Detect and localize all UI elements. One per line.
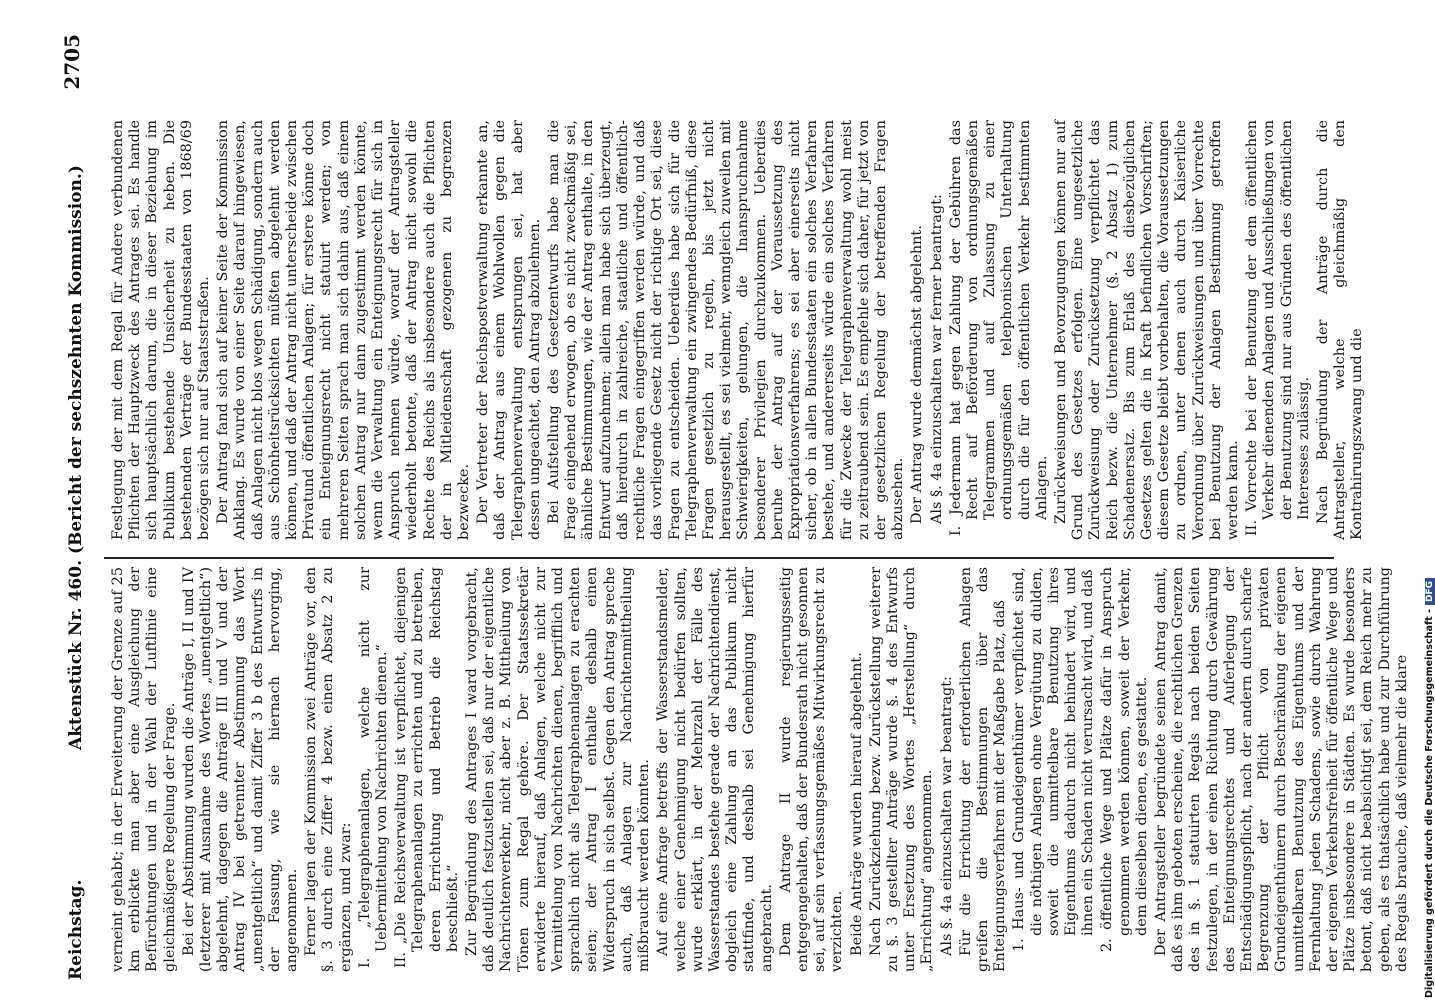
paragraph: 1. Haus- und Grundeigenthümer verpflichtet sind, die nöthigen Anlagen ohne Vergütung zu dulden, soweit die unmittelbare Benutzung ihres Eigenthums dadurch nicht behindert wird, und ihnen ein Schaden nicht verursacht wird, und daß (1011, 567, 1097, 952)
paragraph: Für die Errichtung der erforderlichen Anlagen greifen die Bestimmungen über das Enteignungsverfahren mit der Maßgabe Platz, daß (957, 567, 1009, 972)
page-number: 2705 (60, 34, 84, 90)
header-title: Aktenstück Nr. 460. (Bericht der sechszehnten Kommission.) (66, 165, 86, 750)
paragraph: Als §. 4a einzuschalten war ferner beantragt: (928, 194, 945, 524)
paragraph: Zurückweisungen und Bevorzugungen können nur auf Grund des Gesetzes erfolgen. Eine ungesetzliche Zurückweisung oder Zurücksetzung verpflichtet das Reich bezw. die Unternehmer (§. 2 Absatz 1) zum Schadenersatz. Bis zum Erlaß des diesbezüglichen Gesetzes gelten die in Kraft befindlichen Vorschriften; diesem Gesetze bleibt vorbehalten, die Voraussetzungen zu ordnen, unter denen auch durch Kaiserliche Verordnung über Zurückweisungen und über Vorrechte bei Benutzung der Anlagen Bestimmung getroffen werden kann. (1052, 120, 1241, 540)
paragraph: II. „Die Reichsverwaltung ist verpflichtet, diejenigen Telegraphenanlagen zu errichten und zu betreiben, deren Errichtung und Betrieb die Reichstag beschließt.“ (393, 567, 461, 968)
digitization-credit (1424, 578, 1435, 998)
paragraph: Nach Zurückziehung bezw. Zurückstellung weiterer zu §. 3 gestellter Anträge wurde §. 4 des Entwurfs unter Ersetzung des Wortes „Herstellung“ durch „Errichtung“ angenommen. (867, 567, 936, 972)
paragraph: Bei der Abstimmung wurden die Anträge I, II und IV (letzterer mit Ausnahme des Wortes „unentgeltlich“) abgelehnt, dagegen die Anträge III und V und der Antrag IV bei getrennter Abstimmung das Wort „unentgeltlich“ und damit Ziffer 3 b des Entwurfs in der Fassung, wie sie hiernach hervorging, angenommen. (180, 567, 301, 972)
paragraph: Festlegung der mit dem Regal für Andere verbundenen Pflichten der Hauptzweck des Antrages sei. Es handle sich hauptsächlich darum, die in dieser Beziehung im Publikum bestehende Unsicherheit zu heben. Die bestehenden Verträge der Bundesstaaten von 1868/69 bezögen sich nur auf Staatsstraßen. (110, 120, 213, 540)
paragraph: Als §. 4a einzuschalten war beantragt: (938, 676, 955, 956)
header-left: Reichstag. (66, 879, 86, 980)
left-column (110, 567, 1410, 972)
paragraph: Dem Antrage II wurde regierungsseitig entgegengehalten, daß der Bundesrath nicht gesonnen sei, auf sein verfassungsgemäßes Mitwirkungsrecht zu verzichten. (777, 567, 846, 972)
right-column (110, 120, 1366, 540)
paragraph: Der Antrag fand sich auf keiner Seite der Kommission Anklang. Es wurde von einer Seite darauf hingewiesen, daß Anlagen nicht blos wegen Schädigung, sondern auch aus Schönheitsrücksichten müßten abgelehnt werden können, und daß der Antrag nicht unterscheide zwischen Privatund öffentlichen Anlagen; für erstere könne doch ein Enteignungsrecht nicht statuirt werden; von mehreren Seiten sprach man sich dahin aus, daß einem solchen Antrag nur dann zugestimmt werden könnte, wenn die Verwaltung ein Enteignungsrecht für sich in Anspruch nehmen würde, worauf der Antragsteller wiederholt betonte, daß der Antrag nicht sowohl die Rechte des Reichs als insbesondere auch die Pflichten der in Mitleidenschaft gezogenen zu begrenzen bezwecke. (215, 120, 473, 540)
paragraph: Der Antragsteller begründete seinen Antrag damit, daß es ihm geboten erscheine, die rechtlichen Grenzen des in §. 1 statuirten Regals nach beiden Seiten festzulegen, in der einen Richtung durch Gewährung des Enteignungsrechtes und Auferlegung der Entschädigungspflicht, nach der andern durch scharfe Begrenzung der Pflicht von privaten Grundeigenthümern durch Beschränkung der eigenen unmittelbaren Benutzung des Eigenthums und der Fernhaltung jeden Schadens, sowie durch Wahrung der eigenen Verkehrsfreiheit für öffentliche Wege und Plätze insbesondere in Städten. Es wurde besonders betont, daß nicht beabsichtigt sei, dem Reich mehr zu geben, als es thatsächlich habe und zur Durchführung des Regals brauche, daß vielmehr die klare (1152, 567, 1410, 972)
paragraph: II. Vorrechte bei der Benutzung der dem öffentlichen Verkehr dienenden Anlagen und Ausschließungen von der Benutzung sind nur aus Gründen des öffentlichen Interesses zulässig. (1244, 120, 1312, 536)
paragraph: Der Antrag wurde demnächst abgelehnt. (909, 225, 926, 524)
paragraph: I. Jedermann hat gegen Zahlung der Gebühren das Recht auf Beförderung von ordnungsgemäßen Telegrammen und auf Zulassung zu einer ordnungsgemäßen telephonischen Unterhaltung durch die für den öffentlichen Verkehr bestimmten Anlagen. (947, 120, 1050, 536)
dfg-logo: DFG (1425, 578, 1435, 605)
rotated-page (60, 30, 1410, 980)
paragraph: Nach Begründung der Anträge durch die Antragsteller, welche gleichmäßig den Kontrahirungszwang und die (1315, 120, 1366, 540)
page-header (60, 30, 96, 980)
paragraph: Beide Anträge wurden hierauf abgelehnt. (848, 652, 865, 956)
paragraph: Zur Begründung des Antrages I ward vorgebracht, daß deutlich festzustellen sei, daß nur der eigentliche Nachrichtenverkehr, nicht aber z. B. Mittheilung von Tönen zum Regal gehöre. Der Staatssekretär erwiderte hierauf, daß Anlagen, welche nicht zur Vermittelung von Nachrichten dienen, begrifflich und sprachlich nicht als Telegraphenanlagen zu erachten seien; der Antrag I enthalte deshalb einen Widerspruch in sich selbst. Gegen den Antrag spreche auch, daß Anlagen zur Nachrichtenmittheilung mißbraucht werden könnten. (464, 567, 653, 972)
paragraph: I. „Telegraphenanlagen, welche nicht zur Uebermittelung von Nachrichten dienen.“ (356, 567, 391, 968)
paragraph: Der Vertreter der Reichspostverwaltung erkannte an, daß der Antrag aus einem Wohlwollen gegen die Telegraphenverwaltung entsprungen sei, hat aber dessen ungeachtet, den Antrag abzulehnen. (475, 120, 543, 540)
credit-text: Digitalisierung gefördert durch die Deutsche Forschungsgemeinschaft - (1424, 608, 1435, 998)
paragraph: 2. öffentliche Wege und Plätze dafür in Anspruch genommen werden können, soweit der Verkehr, dem dieselben dienen, es gestattet. (1099, 567, 1150, 952)
paragraph: Bei Aufstellung des Gesetzentwurfs habe man die Frage eingehend erwogen, ob es nicht zweckmäßig sei, ähnliche Bestimmungen, wie der Antrag enthalte, in den Entwurf aufzunehmen; allein man habe sich überzeugt, daß hierdurch in zahlreiche, staatliche und öffentlich-rechtliche Fragen eingegriffen werden würde, und daß das vorliegende Gesetz nicht der richtige Ort sei, diese Fragen zu entscheiden. Ueberdies habe sich für die Telegraphenverwaltung ein zwingendes Bedürfniß, diese Fragen gesetzlich zu regeln, bis jetzt nicht herausgestellt, es sei vielmehr, wenngleich zuweilen mit Schwierigkeiten, gelungen, die Inanspruchnahme besonderer Privilegien durchzukommen. Ueberdies beruhe der Antrag auf der Voraussetzung des Expropriationsverfahrens; es sei aber einerseits nicht sicher, ob in allen Bundesstaaten ein solches Verfahren bestehe, und andererseits würde ein solches Verfahren für die Zwecke der Telegraphenverwaltung wohl meist zu zeitraubend sein. Es empfehle sich daher, für jetzt von der gesetzlichen Regelung der betreffenden Fragen abzusehen. (546, 120, 907, 540)
column-divider (104, 557, 1334, 559)
paragraph: Ferner lagen der Kommission zwei Anträge vor, den §. 3 durch eine Ziffer 4 bezw. einen Absatz 2 zu ergänzen, und zwar: (303, 567, 354, 972)
paragraph: Auf eine Anfrage betreffs der Wasserstandsmelder, welche einer Genehmigung nicht bedürfen sollten, wurde erklärt, in der Mehrzahl der Fälle des Wasserstandes bestehe gerade der Nachrichtendienst, obgleich eine Zahlung an das Publikum nicht stattfinde, und deshalb sei Genehmigung hierfür angebracht. (655, 567, 775, 972)
paragraph: verneint gehabt; in der Erweiterung der Grenze auf 25 km erblickte man aber eine Ausgleichung der Befürchtungen und in der Wahl der Luftlinie eine gleichmäßigere Regelung der Frage. (110, 567, 178, 972)
